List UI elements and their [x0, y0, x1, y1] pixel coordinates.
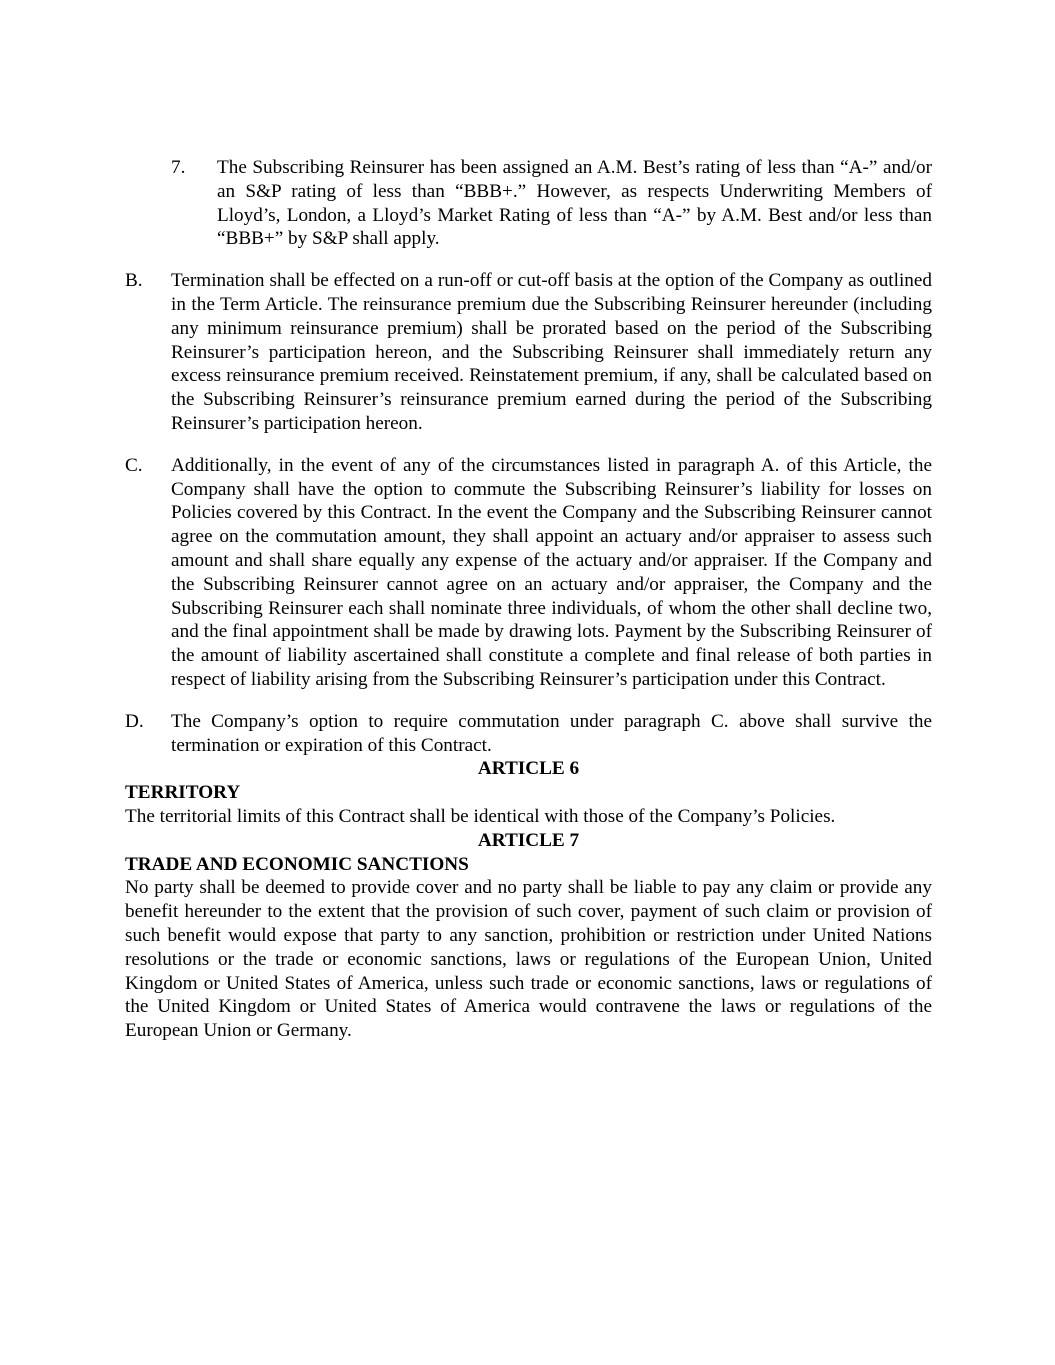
paragraph-label: D. — [125, 710, 144, 732]
article-6-title: TERRITORY — [125, 782, 241, 804]
paragraph-text: Termination shall be effected on a run-off or cut-off basis at the option of the Company as outlined in the Term Article. The reinsurance premium due the Subscribing Reinsurer hereunder (including any minimum reinsurance premium) shall be prorated based on the period of the Subscribing Reinsurer’s participation hereon, and the Subscribing Reinsurer shall immediately return any excess reinsurance premium received. Reinstatement premium, if any, shall be calculated based on the Subscribing Reinsurer’s reinsurance premium earned during the period of the Subscribing Reinsurer’s participation hereon. — [171, 270, 932, 434]
paragraph-label: C. — [125, 454, 143, 476]
article-7-body: No party shall be deemed to provide cover and no party shall be liable to pay any claim or provide any benefit hereunder to the extent that the provision of such cover, payment of such claim or provision of such benefit would expose that party to any sanction, prohibition or restriction under United Nations resolutions or the trade or economic sanctions, laws or regulations of the European Union, United Kingdom or United States of America, unless such trade or economic sanctions, laws or regulations of the United Kingdom or United States of America would contravene the laws or regulations of the European Union or Germany. — [125, 877, 932, 1042]
paragraph-label: B. — [125, 270, 143, 292]
article-6-number: ARTICLE 6 — [477, 758, 580, 780]
list-item-7 — [171, 156, 932, 251]
paragraph-text: The Company’s option to require commutation under paragraph C. above shall survive the termination or expiration of this Contract. — [171, 710, 932, 756]
paragraph-d — [125, 710, 932, 758]
article-7-title: TRADE AND ECONOMIC SANCTIONS — [125, 853, 469, 875]
paragraph-text: Additionally, in the event of any of the circumstances listed in paragraph A. of this Article, the Company shall have the option to commute the Subscribing Reinsurer’s liability for losses on Policies covered by this Contract. In the event the Company and the Subscribing Reinsurer cannot agree on the commutation amount, they shall appoint an actuary and/or appraiser to assess such amount and shall share equally any expense of the actuary and/or appraiser. If the Company and the Subscribing Reinsurer cannot agree on an actuary and/or appraiser, the Company and the Subscribing Reinsurer each shall nominate three individuals, of whom the other shall decline two, and the final appointment shall be made by drawing lots. Payment by the Subscribing Reinsurer of the amount of liability ascertained shall constitute a complete and final release of both parties in respect of liability arising from the Subscribing Reinsurer’s participation under this Contract. — [171, 454, 932, 690]
paragraph-b — [125, 269, 932, 436]
article-7-number: ARTICLE 7 — [477, 829, 580, 851]
article-6-body: The territorial limits of this Contract shall be identical with those of the Company’s Policies. — [125, 805, 836, 827]
paragraph-c — [125, 454, 932, 692]
document-page — [125, 156, 932, 1043]
list-item-text: The Subscribing Reinsurer has been assigned an A.M. Best’s rating of less than “A-” and/or an S&P rating of less than “BBB+.” However, as respects Underwriting Members of Lloyd’s, London, a Lloyd’s Market Rating of less than “A-” by A.M. Best and/or less than “BBB+” by S&P shall apply. — [217, 157, 932, 250]
list-item-label: 7. — [171, 157, 186, 178]
